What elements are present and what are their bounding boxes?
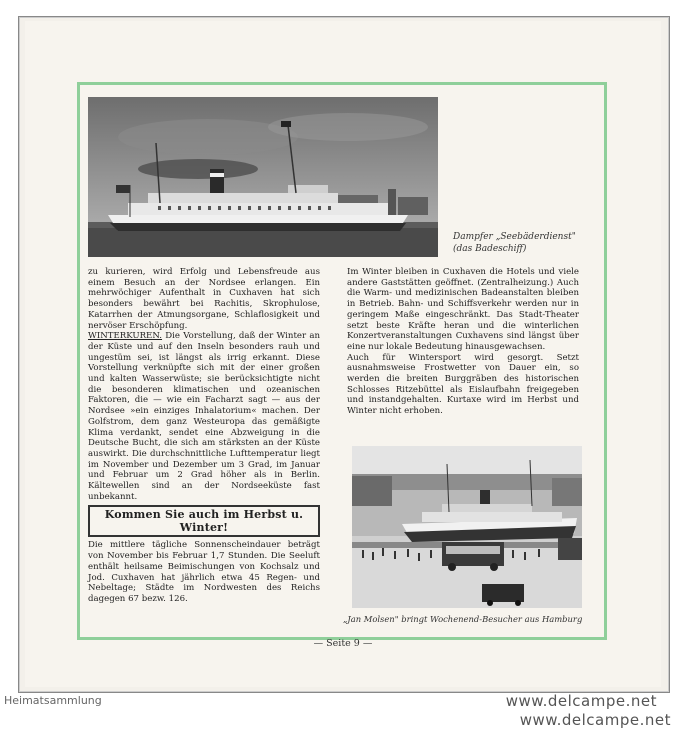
steamer-caption-line2: (das Badeschiff): [453, 244, 527, 254]
watermark-right-bottom: www.delcampe.net: [519, 711, 671, 729]
steamer-image: [88, 97, 438, 257]
steamer-caption-line1: Dampfer „Seebäderdienst": [453, 232, 576, 242]
right-text-column: [347, 267, 579, 417]
winterkuren-heading: WINTERKUREN.: [88, 331, 163, 342]
left-text-column: [88, 267, 320, 605]
winterkuren-body: Die Vorstellung, daß der Winter an der Küste und auf den Inseln besonders rauh und ungestüm sei, ist längst als irrig erkannt. Diese Vorstellung verknüpfte sich mit der einer großen und kalten Wasserwüste; sie berücksichtigte nicht die besonderen klimatischen und ozeanischen Faktoren, die — wie ein Facharzt sagt — aus der Nordsee »ein einziges Inhalatorium« machen. Der Golfstrom, dem ganz Westeuropa das gemäßigte Klima verdankt, sendet eine Abzweigung in die Deutsche Bucht, die sich am stärksten an der Küste auswirkt. Die durchschnittliche Lufttemperatur liegt im November und Dezember um 3 Grad, im Januar und Februar um 2 Grad höher als in Berlin. Kältewellen sind an der Nordseeküste fast unbekannt.: [88, 331, 320, 502]
left-paragraph-2: [88, 331, 320, 502]
right-paragraph-1: Im Winter bleiben in Cuxhaven die Hotels und viele andere Gaststätten geöffnet. (Zentralheizung.) Auch die Warm- und medizinischen Badeanstalten bleiben in Betrieb. Bahn- und Schiffsverkehr werden nur in geringem Maße eingeschränkt. Das Stadt-Theater setzt beste Kräfte heran und die winterlichen Konzertveranstaltungen Cuxhavens sind längst über eine nur lokale Bedeutung hinausgewachsen.: [347, 267, 579, 352]
page-frame: [18, 16, 670, 693]
watermark-right-top: www.delcampe.net: [505, 692, 657, 710]
harbour-photo: [352, 446, 582, 608]
left-paragraph-1: zu kurieren, wird Erfolg und Lebensfreude aus einem Besuch an der Nordsee erlangen. Ein mehrwöchiger Aufenthalt in Cuxhaven hat sich besonders bewährt bei Rachitis, Skrophulose, Katarrhen der Atmungsorgane, Schlaflosigkeit und nervöser Erschöpfung.: [88, 267, 320, 331]
page-number: — Seite 9 —: [313, 638, 373, 649]
steamer-caption: [453, 231, 593, 255]
harbour-image: [352, 446, 582, 608]
left-paragraph-3: Die mittlere tägliche Sonnenscheindauer beträgt von November bis Februar 1,7 Stunden. Die Seeluft enthält heilsame Beimischungen von Kochsalz und Jod. Cuxhaven hat jährlich etwa 45 Regen- und Nebeltage; Städte im Nordwesten des Reichs dagegen 67 bezw. 126.: [88, 540, 320, 604]
steamer-photo: [88, 97, 438, 257]
autumn-winter-headline: Kommen Sie auch im Herbst u. Winter!: [88, 505, 320, 537]
right-paragraph-2: Auch für Wintersport wird gesorgt. Setzt ausnahmsweise Frostwetter von Dauer ein, so werden die breiten Burggräben des historischen Schlosses Ritzebüttel als Eislaufbahn freigegeben und instandgehalten. Kurtaxe wird im Herbst und Winter nicht erhoben.: [347, 352, 579, 417]
brochure-page: [25, 21, 661, 687]
harbour-caption: „Jan Molsen" bringt Wochenend-Besucher aus Hamburg: [343, 614, 583, 624]
watermark-left: Heimatsammlung: [4, 694, 102, 707]
